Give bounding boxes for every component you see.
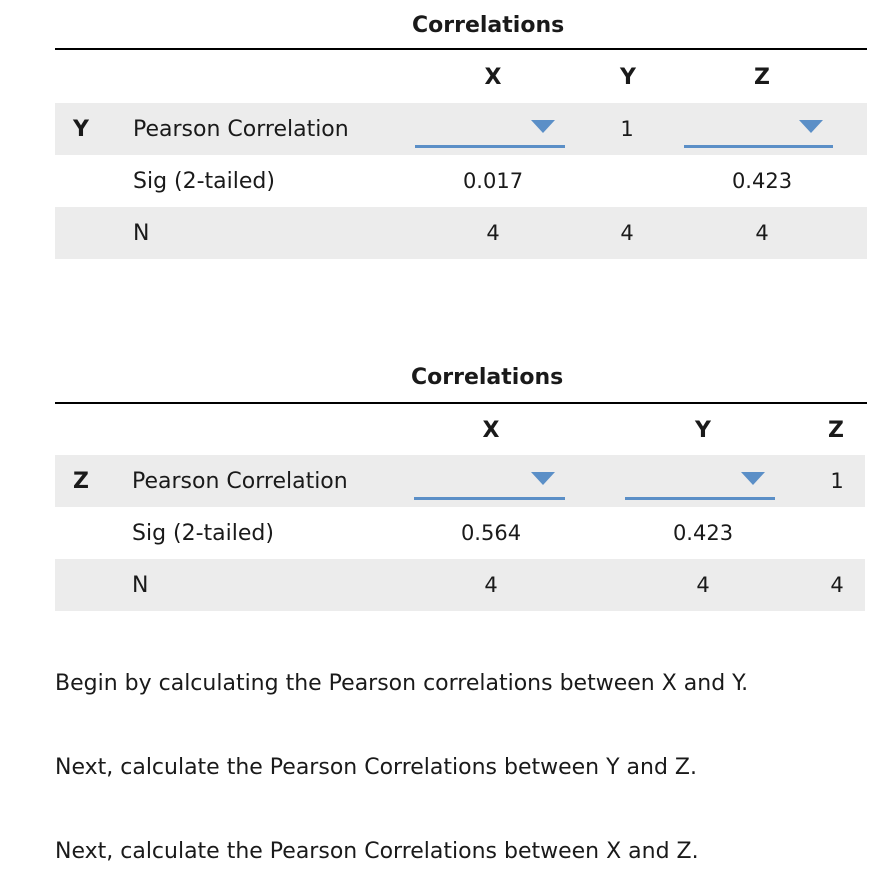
table1-title: Correlations [412, 13, 565, 38]
dropdown-underline [414, 497, 565, 500]
chevron-down-icon [799, 120, 823, 133]
table1-sig-label: Sig (2-tailed) [133, 169, 275, 194]
instruction-1: Begin by calculating the Pearson correlations between X and Y. [55, 671, 749, 696]
table2-col-x: X [482, 418, 500, 443]
table1-pearson-label: Pearson Correlation [133, 117, 349, 142]
instruction-3: Next, calculate the Pearson Correlations between X and Z. [55, 839, 699, 864]
table2-x-sig: 0.564 [460, 521, 522, 545]
table2-row-header: Z [73, 469, 89, 494]
table1-z-sig: 0.423 [731, 169, 793, 193]
table1-x-n: 4 [486, 221, 500, 245]
table1-row-header: Y [73, 117, 89, 142]
table2-y-n: 4 [696, 573, 710, 597]
table2-x-n: 4 [484, 573, 498, 597]
table1-col-y: Y [620, 65, 636, 90]
dropdown-underline [625, 497, 775, 500]
table2-sig-label: Sig (2-tailed) [132, 521, 274, 546]
table2-y-sig: 0.423 [672, 521, 734, 545]
table1-y-n: 4 [620, 221, 634, 245]
table1-zy-pearson-dropdown[interactable] [684, 114, 833, 148]
table2-col-y: Y [695, 418, 711, 443]
table2-zz-pearson: 1 [830, 469, 844, 493]
dropdown-underline [415, 145, 565, 148]
table2-pearson-label: Pearson Correlation [132, 469, 348, 494]
table2-top-rule [55, 402, 867, 404]
instruction-2: Next, calculate the Pearson Correlations between Y and Z. [55, 755, 697, 780]
table2-z-n: 4 [830, 573, 844, 597]
chevron-down-icon [741, 472, 765, 485]
table2-yz-pearson-dropdown[interactable] [625, 466, 775, 500]
table1-xy-pearson-dropdown[interactable] [415, 114, 565, 148]
table2-xz-pearson-dropdown[interactable] [414, 466, 565, 500]
chevron-down-icon [531, 120, 555, 133]
table1-x-sig: 0.017 [462, 169, 524, 193]
table1-col-z: Z [754, 65, 770, 90]
table1-yy-pearson: 1 [620, 117, 634, 141]
table1-col-x: X [484, 65, 502, 90]
table1-top-rule [55, 48, 867, 50]
table1-n-label: N [133, 221, 150, 246]
table2-title: Correlations [411, 365, 564, 390]
table1-z-n: 4 [755, 221, 769, 245]
table2-n-label: N [132, 573, 149, 598]
dropdown-underline [684, 145, 833, 148]
table2-col-z: Z [828, 418, 844, 443]
chevron-down-icon [531, 472, 555, 485]
